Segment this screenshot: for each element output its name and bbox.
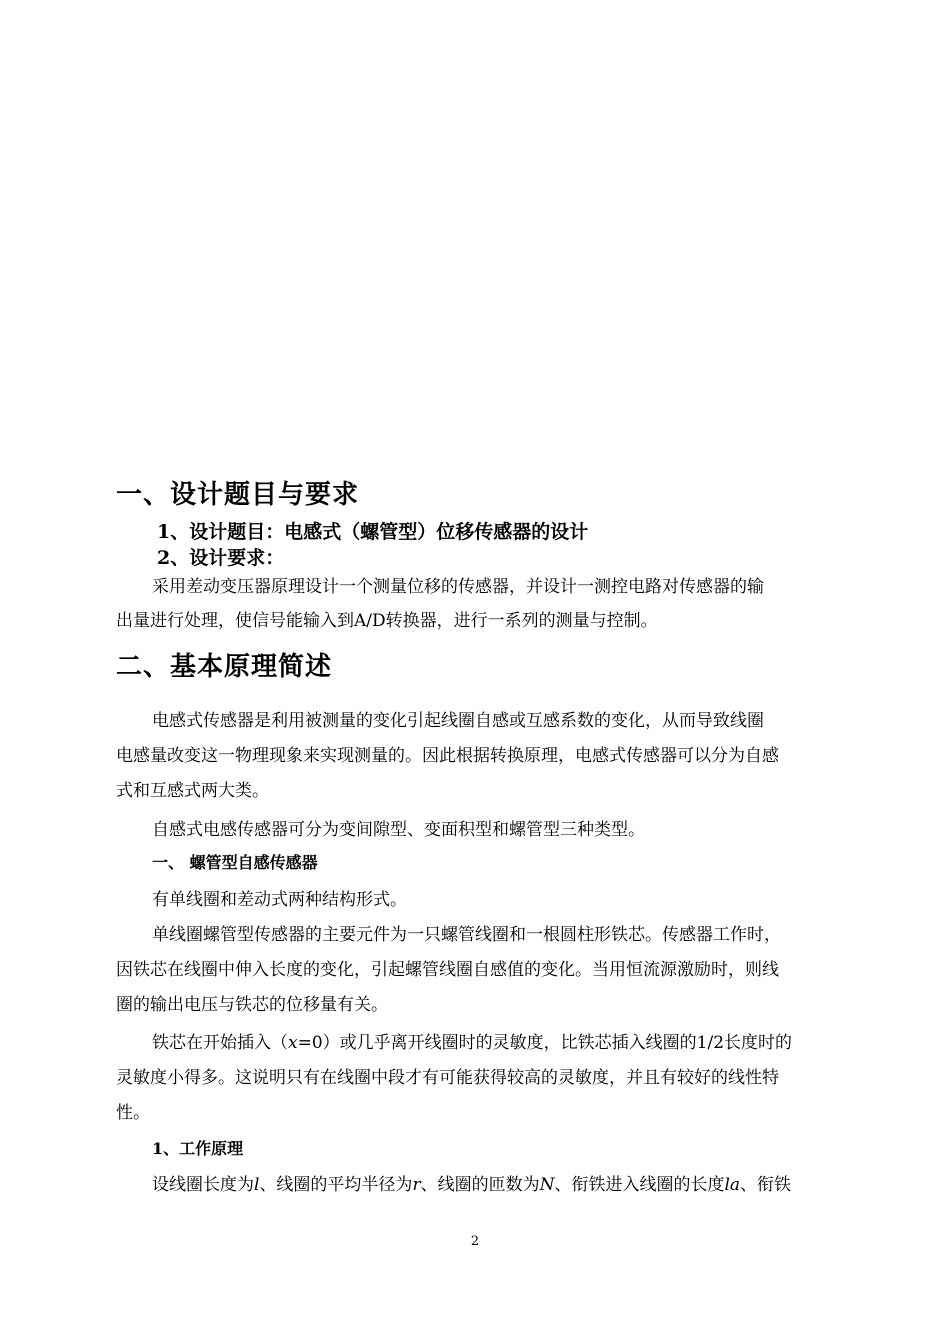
principle-p5-line-2: 灵敏度小得多。这说明只有在线圈中段才有可能获得较高的灵敏度，并且有较好的线性特 — [116, 1068, 779, 1088]
principle-p1-line-1: 电感式传感器是利用被测量的变化引起线圈自感或互感系数的变化，从而导致线圈 — [152, 711, 764, 731]
p5-text-b: =0）或几乎离开线圈时的灵敏度，比铁芯插入线圈的1/2长度时的 — [297, 1033, 793, 1053]
p5-var-x: x — [288, 1033, 298, 1053]
p6-text-d: 、衔铁进入线圈的长度 — [554, 1175, 725, 1195]
design-requirements-heading: 2、设计要求： — [157, 547, 285, 569]
principle-p6-line-1 — [152, 1170, 791, 1195]
requirements-line-1: 采用差动变压器原理设计一个测量位移的传感器，并设计一测控电路对传感器的输 — [152, 577, 764, 597]
design-topic-heading: 1、设计题目：电感式（螺管型）位移传感器的设计 — [157, 521, 589, 543]
p6-text-c: 、线圈的匝数为 — [420, 1175, 540, 1195]
principle-p2: 自感式电感传感器可分为变间隙型、变面积型和螺管型三种类型。 — [152, 820, 645, 840]
p6-text-a: 设线圈长度为 — [152, 1175, 254, 1195]
principle-p5-line-3: 性。 — [116, 1103, 150, 1123]
p6-var-l: l — [254, 1175, 260, 1195]
principle-p1-line-2: 电感量改变这一物理现象来实现测量的。因此根据转换原理，电感式传感器可以分为自感 — [116, 746, 779, 766]
solenoid-sensor-heading: 一、 螺管型自感传感器 — [152, 853, 318, 872]
p6-var-r: r — [412, 1175, 421, 1195]
section-2-title: 二、基本原理简述 — [116, 652, 333, 682]
p6-var-la: la — [724, 1175, 741, 1195]
page-number: 2 — [470, 1234, 480, 1249]
principle-p4-line-2: 因铁芯在线圈中伸入长度的变化，引起螺管线圈自感值的变化。当用恒流源激励时，则线 — [116, 960, 779, 980]
p6-var-n: N — [539, 1175, 555, 1195]
principle-p4-line-3: 圈的输出电压与铁芯的位移量有关。 — [116, 995, 388, 1015]
p5-text-a: 铁芯在开始插入（ — [152, 1033, 288, 1053]
requirements-line-2: 出量进行处理，使信号能输入到A/D转换器，进行一系列的测量与控制。 — [116, 611, 658, 631]
principle-p1-line-3: 式和互感式两大类。 — [116, 781, 269, 801]
principle-p3: 有单线圈和差动式两种结构形式。 — [152, 890, 407, 910]
working-principle-heading: 1、工作原理 — [152, 1139, 244, 1158]
section-1-title: 一、设计题目与要求 — [116, 480, 360, 510]
principle-p5-line-1 — [152, 1028, 792, 1053]
p6-text-b: 、线圈的平均半径为 — [259, 1175, 413, 1195]
p6-text-e: 、衔铁 — [740, 1175, 792, 1195]
principle-p4-line-1: 单线圈螺管型传感器的主要元件为一只螺管线圈和一根圆柱形铁芯。传感器工作时， — [152, 925, 781, 945]
